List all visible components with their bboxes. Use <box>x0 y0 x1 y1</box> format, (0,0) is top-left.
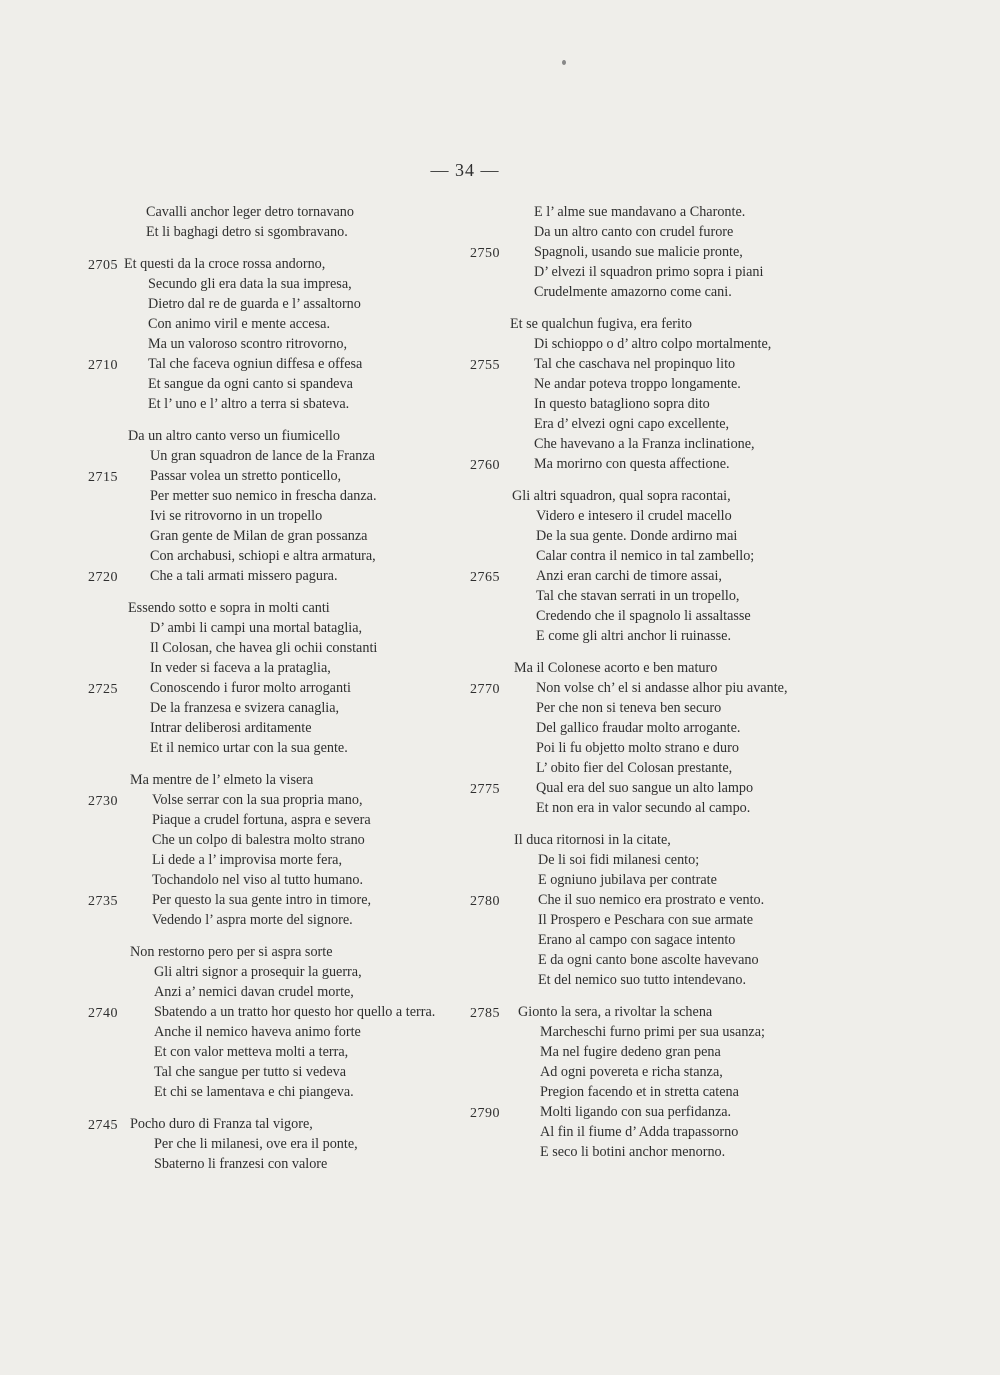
verse-text: Anche il nemico haveva animo forte <box>154 1024 361 1040</box>
verse-line <box>88 850 468 870</box>
verse-line <box>470 950 860 970</box>
verse-line <box>470 566 860 586</box>
verse-text: Credendo che il spagnolo li assaltasse <box>536 608 751 624</box>
verse-line <box>88 910 468 930</box>
verse-text: Passar volea un stretto ponticello, <box>150 468 342 484</box>
verse-line <box>470 1022 860 1042</box>
verse-line <box>88 486 468 506</box>
verse-text: Et se qualchun fugiva, era ferito <box>510 316 692 332</box>
verse-line <box>88 1154 468 1174</box>
verse-text: Il Colosan, che havea gli ochii constanti <box>150 640 378 656</box>
right-column <box>470 202 860 1174</box>
verse-text: Ne andar poteva troppo longamente. <box>534 376 741 392</box>
verse-text: Et del nemico suo tutto intendevano. <box>538 972 747 988</box>
verse-text: Secundo gli era data la sua impresa, <box>148 276 352 292</box>
verse-line <box>88 222 468 242</box>
verse-line <box>470 262 860 282</box>
verse-text: Ma morirno con questa affectione. <box>534 456 730 472</box>
verse-text: D’ elvezi il squadron primo sopra i piani <box>534 264 764 280</box>
verse-line <box>470 314 860 334</box>
verse-line <box>88 942 468 962</box>
verse-text: Il duca ritornosi in la citate, <box>514 832 671 848</box>
verse-line <box>470 1042 860 1062</box>
verse-text: Al fin il fiume d’ Adda trapassorno <box>540 1124 739 1140</box>
line-number: 2710 <box>88 358 118 373</box>
verse-text: E ogniuno jubilava per contrate <box>538 872 717 888</box>
stanza <box>88 426 468 586</box>
verse-line <box>470 1062 860 1082</box>
verse-text: Et il nemico urtar con la sua gente. <box>150 740 348 756</box>
verse-text: De la sua gente. Donde ardirno mai <box>536 528 738 544</box>
verse-line <box>88 810 468 830</box>
verse-text: Non restorno pero per si aspra sorte <box>130 944 333 960</box>
stanza <box>88 254 468 414</box>
line-number: 2715 <box>88 470 118 485</box>
verse-text: De la franzesa e svizera canaglia, <box>150 700 340 716</box>
verse-text: Pocho duro di Franza tal vigore, <box>130 1116 313 1132</box>
line-number: 2720 <box>88 570 118 585</box>
verse-text: Che a tali armati missero pagura. <box>150 568 338 584</box>
verse-line <box>88 506 468 526</box>
verse-text: Da un altro canto con crudel furore <box>534 224 734 240</box>
verse-text: Anzi a’ nemici davan crudel morte, <box>154 984 354 1000</box>
verse-text: Et li baghagi detro si sgombravano. <box>146 224 348 240</box>
verse-line <box>470 1082 860 1102</box>
verse-line <box>88 1002 468 1022</box>
verse-text: Non volse ch’ el si andasse alhor piu avante, <box>536 680 788 696</box>
verse-text: Et con valor metteva molti a terra, <box>154 1044 349 1060</box>
verse-text: Che il suo nemico era prostrato e vento. <box>538 892 765 908</box>
verse-text: Videro e intesero il crudel macello <box>536 508 732 524</box>
verse-text: Sbaterno li franzesi con valore <box>154 1156 328 1172</box>
verse-line <box>470 930 860 950</box>
verse-text: D’ ambi li campi una mortal bataglia, <box>150 620 363 636</box>
stanza <box>88 770 468 930</box>
verse-line <box>88 618 468 638</box>
verse-line <box>88 446 468 466</box>
verse-line <box>470 586 860 606</box>
verse-line <box>88 790 468 810</box>
verse-line <box>470 414 860 434</box>
verse-line <box>470 1002 860 1022</box>
stanza <box>88 598 468 758</box>
verse-line <box>470 798 860 818</box>
verse-line <box>470 1142 860 1162</box>
verse-line <box>470 506 860 526</box>
verse-line <box>470 658 860 678</box>
verse-text: Intrar deliberosi arditamente <box>150 720 312 736</box>
verse-line <box>470 910 860 930</box>
verse-line <box>470 850 860 870</box>
stanza <box>470 486 860 646</box>
verse-line <box>88 890 468 910</box>
verse-line <box>88 1042 468 1062</box>
verse-text: Ma nel fugire dedeno gran pena <box>540 1044 721 1060</box>
verse-text: Et non era in valor secundo al campo. <box>536 800 751 816</box>
verse-line <box>88 598 468 618</box>
verse-text: Gran gente de Milan de gran possanza <box>150 528 368 544</box>
verse-line <box>470 526 860 546</box>
verse-text: Che havevano a la Franza inclinatione, <box>534 436 755 452</box>
stanza <box>88 942 468 1102</box>
verse-line <box>88 426 468 446</box>
line-number: 2785 <box>470 1006 500 1021</box>
verse-line <box>470 738 860 758</box>
verse-line <box>88 566 468 586</box>
verse-line <box>470 970 860 990</box>
line-number: 2740 <box>88 1006 118 1021</box>
verse-line <box>470 678 860 698</box>
left-column <box>88 202 468 1186</box>
verse-line <box>88 962 468 982</box>
verse-line <box>88 718 468 738</box>
verse-line <box>470 454 860 474</box>
ink-speck <box>562 60 566 65</box>
line-number: 2745 <box>88 1118 118 1133</box>
verse-line <box>470 870 860 890</box>
verse-line <box>88 334 468 354</box>
page-number: — 34 — <box>430 160 500 180</box>
stanza <box>88 1114 468 1174</box>
verse-line <box>88 678 468 698</box>
verse-text: Li dede a l’ improvisa morte fera, <box>152 852 343 868</box>
verse-line <box>88 1114 468 1134</box>
verse-text: Anzi eran carchi de timore assai, <box>536 568 722 584</box>
verse-text: Di schioppo o d’ altro colpo mortalmente, <box>534 336 772 352</box>
verse-text: Il Prospero e Peschara con sue armate <box>538 912 754 928</box>
line-number: 2730 <box>88 794 118 809</box>
verse-line <box>470 394 860 414</box>
verse-line <box>88 202 468 222</box>
verse-text: Cavalli anchor leger detro tornavano <box>146 204 354 220</box>
stanza <box>88 202 468 242</box>
line-number: 2760 <box>470 458 500 473</box>
verse-text: Tal che caschava nel propinquo lito <box>534 356 736 372</box>
verse-text: Tal che stavan serrati in un tropello, <box>536 588 740 604</box>
verse-text: E seco li botini anchor menorno. <box>540 1144 726 1160</box>
verse-line <box>88 1022 468 1042</box>
verse-text: Del gallico fraudar molto arrogante. <box>536 720 741 736</box>
verse-text: Volse serrar con la sua propria mano, <box>152 792 363 808</box>
verse-text: Poi li fu objetto molto strano e duro <box>536 740 739 756</box>
verse-text: Gli altri signor a prosequir la guerra, <box>154 964 362 980</box>
verse-text: Da un altro canto verso un fiumicello <box>128 428 340 444</box>
verse-line <box>88 466 468 486</box>
verse-line <box>88 294 468 314</box>
line-number: 2775 <box>470 782 500 797</box>
verse-line <box>88 658 468 678</box>
verse-text: Dietro dal re de guarda e l’ assaltorno <box>148 296 361 312</box>
verse-line <box>88 546 468 566</box>
verse-text: Ma mentre de l’ elmeto la visera <box>130 772 314 788</box>
verse-line <box>88 274 468 294</box>
verse-line <box>470 626 860 646</box>
verse-text: Con archabusi, schiopi e altra armatura, <box>150 548 376 564</box>
verse-line <box>470 606 860 626</box>
verse-text: Per metter suo nemico in frescha danza. <box>150 488 377 504</box>
verse-text: Conoscendo i furor molto arroganti <box>150 680 351 696</box>
verse-line <box>470 718 860 738</box>
verse-line <box>88 1062 468 1082</box>
verse-text: Tal che faceva ogniun diffesa e offesa <box>148 356 363 372</box>
verse-line <box>470 222 860 242</box>
stanza <box>470 830 860 990</box>
verse-text: Et questi da la croce rossa andorno, <box>124 256 326 272</box>
verse-line <box>470 374 860 394</box>
verse-line <box>88 254 468 274</box>
verse-text: Per questo la sua gente intro in timore, <box>152 892 372 908</box>
verse-text: Spagnoli, usando sue malicie pronte, <box>534 244 743 260</box>
line-number: 2765 <box>470 570 500 585</box>
verse-line <box>88 982 468 1002</box>
verse-line <box>470 434 860 454</box>
verse-text: Piaque a crudel fortuna, aspra e severa <box>152 812 371 828</box>
verse-line <box>88 698 468 718</box>
verse-text: Ivi se ritrovorno in un tropello <box>150 508 323 524</box>
verse-line <box>470 546 860 566</box>
verse-line <box>470 354 860 374</box>
verse-line <box>470 282 860 302</box>
verse-text: Marcheschi furno primi per sua usanza; <box>540 1024 765 1040</box>
verse-text: E l’ alme sue mandavano a Charonte. <box>534 204 746 220</box>
verse-text: Erano al campo con sagace intento <box>538 932 736 948</box>
verse-text: Tal che sangue per tutto si vedeva <box>154 1064 347 1080</box>
verse-line <box>88 374 468 394</box>
verse-text: Era d’ elvezi ogni capo excellente, <box>534 416 730 432</box>
verse-text: Per che non si teneva ben securo <box>536 700 722 716</box>
line-number: 2780 <box>470 894 500 909</box>
verse-text: Un gran squadron de lance de la Franza <box>150 448 375 464</box>
line-number: 2750 <box>470 246 500 261</box>
verse-text: Qual era del suo sangue un alto lampo <box>536 780 754 796</box>
verse-line <box>88 830 468 850</box>
verse-text: Et l’ uno e l’ altro a terra si sbateva. <box>148 396 350 412</box>
verse-text: Crudelmente amazorno come cani. <box>534 284 732 300</box>
verse-text: Per che li milanesi, ove era il ponte, <box>154 1136 358 1152</box>
verse-text: Tochandolo nel viso al tutto humano. <box>152 872 363 888</box>
stanza <box>470 658 860 818</box>
line-number: 2790 <box>470 1106 500 1121</box>
verse-text: Ad ogni povereta e richa stanza, <box>540 1064 723 1080</box>
line-number: 2735 <box>88 894 118 909</box>
line-number: 2755 <box>470 358 500 373</box>
verse-line <box>470 334 860 354</box>
verse-text: Che un colpo di balestra molto strano <box>152 832 365 848</box>
stanza <box>470 314 860 474</box>
verse-text: Gli altri squadron, qual sopra racontai, <box>512 488 731 504</box>
verse-line <box>88 354 468 374</box>
verse-text: Molti ligando con sua perfidanza. <box>540 1104 732 1120</box>
verse-line <box>470 242 860 262</box>
line-number: 2770 <box>470 682 500 697</box>
verse-line <box>470 778 860 798</box>
verse-line <box>88 1134 468 1154</box>
verse-line <box>88 638 468 658</box>
verse-text: Essendo sotto e sopra in molti canti <box>128 600 330 616</box>
verse-text: Pregion facendo et in stretta catena <box>540 1084 739 1100</box>
stanza <box>470 1002 860 1162</box>
verse-text: Ma un valoroso scontro ritrovorno, <box>148 336 347 352</box>
verse-line <box>470 1122 860 1142</box>
verse-text: E come gli altri anchor li ruinasse. <box>536 628 732 644</box>
verse-line <box>470 486 860 506</box>
verse-line <box>88 526 468 546</box>
verse-line <box>88 1082 468 1102</box>
verse-line <box>88 738 468 758</box>
verse-text: Con animo viril e mente accesa. <box>148 316 331 332</box>
verse-text: Ma il Colonese acorto e ben maturo <box>514 660 718 676</box>
verse-text: E da ogni canto bone ascolte havevano <box>538 952 759 968</box>
verse-line <box>470 830 860 850</box>
verse-text: In questo batagliono sopra dito <box>534 396 710 412</box>
verse-text: De li soi fidi milanesi cento; <box>538 852 700 868</box>
line-number: 2705 <box>88 258 118 273</box>
verse-line <box>88 770 468 790</box>
verse-line <box>470 698 860 718</box>
verse-line <box>470 890 860 910</box>
verse-text: Vedendo l’ aspra morte del signore. <box>152 912 353 928</box>
stanza <box>470 202 860 302</box>
verse-text: In veder si faceva a la prataglia, <box>150 660 331 676</box>
verse-text: L’ obito fier del Colosan prestante, <box>536 760 733 776</box>
verse-text: Et sangue da ogni canto si spandeva <box>148 376 353 392</box>
verse-line <box>470 758 860 778</box>
verse-line <box>470 202 860 222</box>
line-number: 2725 <box>88 682 118 697</box>
verse-line <box>88 394 468 414</box>
verse-text: Et chi se lamentava e chi piangeva. <box>154 1084 354 1100</box>
verse-line <box>88 314 468 334</box>
verse-line <box>88 870 468 890</box>
verse-text: Gionto la sera, a rivoltar la schena <box>518 1004 713 1020</box>
verse-line <box>470 1102 860 1122</box>
verse-text: Calar contra il nemico in tal zambello; <box>536 548 755 564</box>
verse-text: Sbatendo a un tratto hor questo hor quello a terra. <box>154 1004 436 1020</box>
